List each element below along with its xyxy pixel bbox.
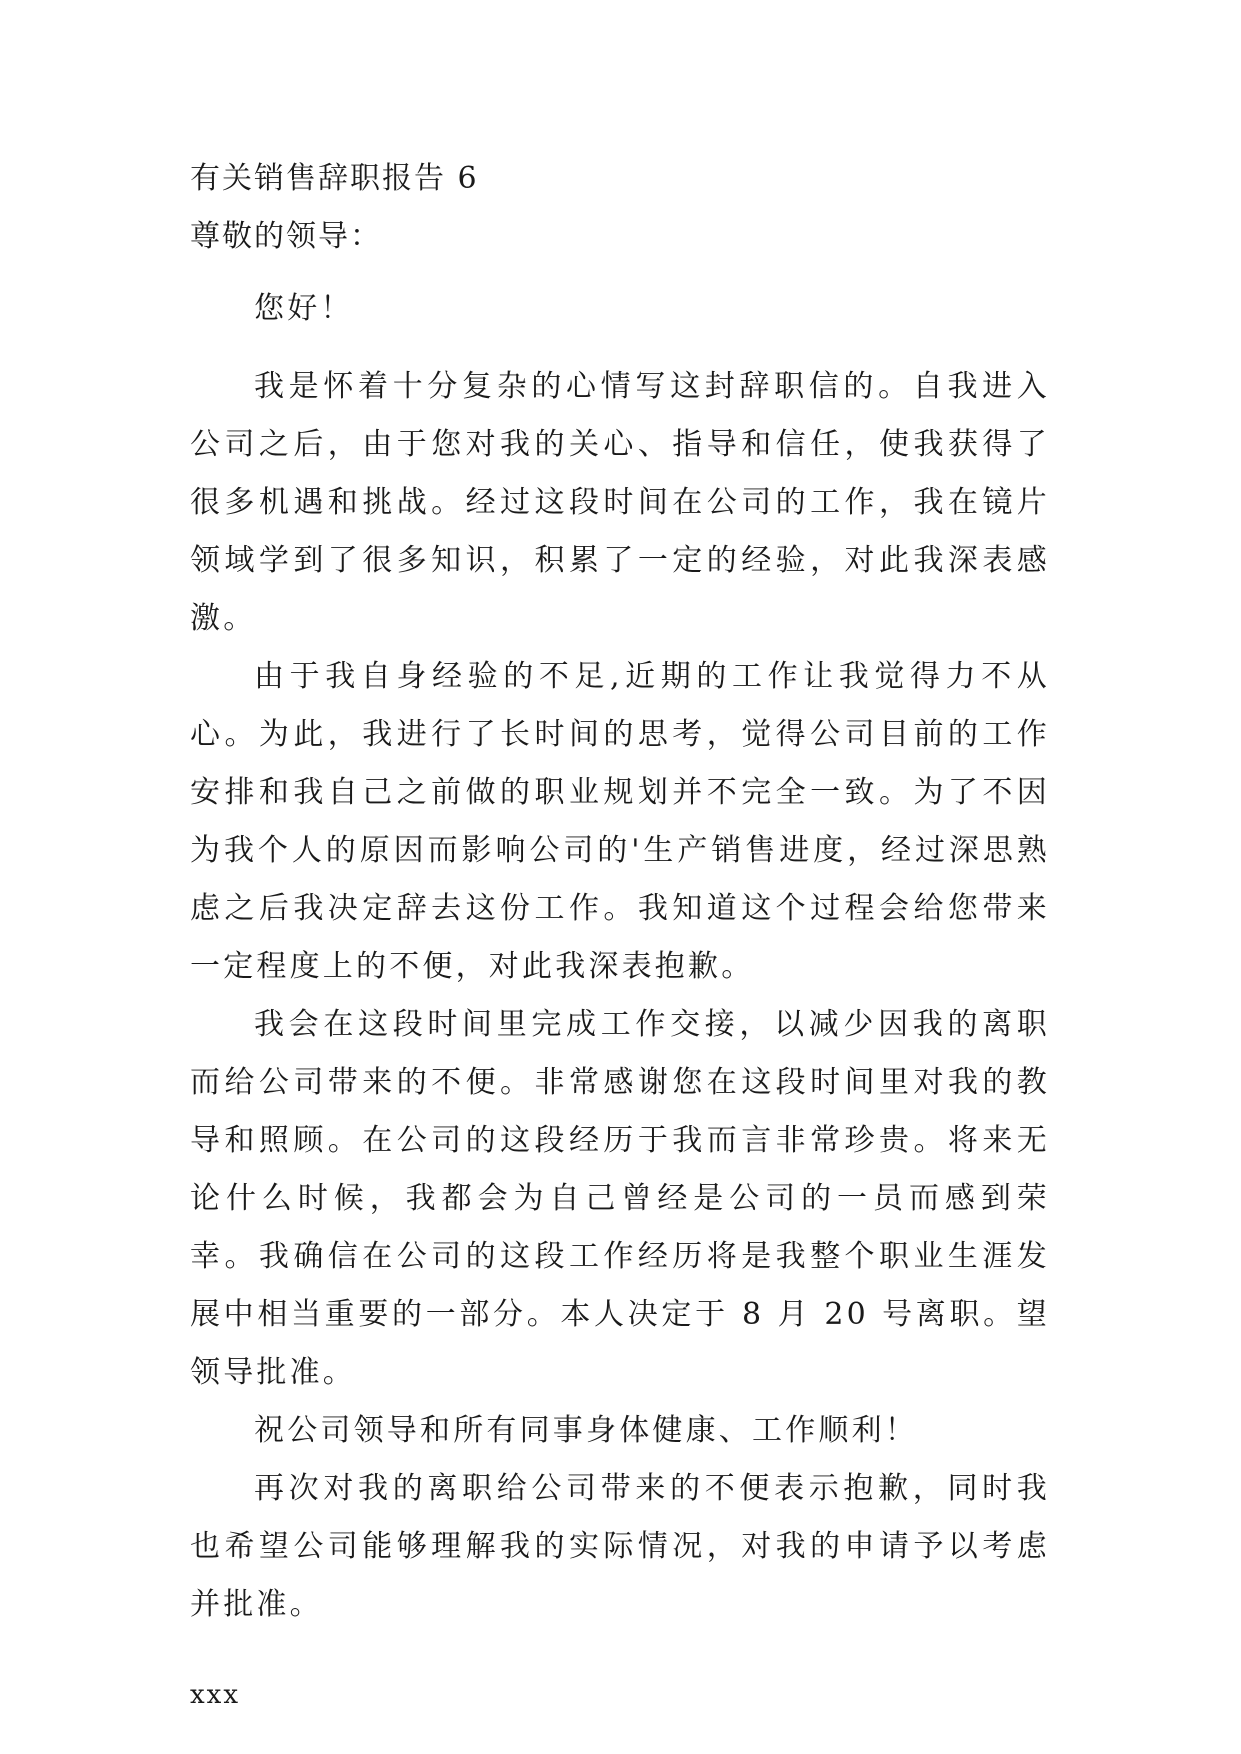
paragraph-3: 我会在这段时间里完成工作交接，以减少因我的离职而给公司带来的不便。非常感谢您在这段时间里对我的教导和照顾。在公司的这段经历于我而言非常珍贵。将来无论什么时候，我都会为自己曾经是公司的一员而感到荣幸。我确信在公司的这段工作经历将是我整个职业生涯发展中相当重要的一部分。本人决定于 8 月 20 号离职。望领导批准。 xyxy=(190,1007,1050,1390)
paragraph-4: 祝公司领导和所有同事身体健康、工作顺利！ xyxy=(254,1413,918,1448)
greeting: 您好！ xyxy=(254,291,354,326)
paragraph-1: 我是怀着十分复杂的心情写这封辞职信的。自我进入公司之后，由于您对我的关心、指导和信任，使我获得了很多机遇和挑战。经过这段时间在公司的工作，我在镜片领域学到了很多知识，积累了一定的经验，对此我深表感激。 xyxy=(190,369,1050,636)
paragraph-5: 再次对我的离职给公司带来的不便表示抱歉，同时我也希望公司能够理解我的实际情况，对我的申请予以考虑并批准。 xyxy=(190,1471,1050,1622)
paragraph-2: 由于我自身经验的不足,近期的工作让我觉得力不从心。为此，我进行了长时间的思考，觉得公司目前的工作安排和我自己之前做的职业规划并不完全一致。为了不因为我个人的原因而影响公司的'生产销售进度，经过深思熟虑之后我决定辞去这份工作。我知道这个过程会给您带来一定程度上的不便，对此我深表抱歉。 xyxy=(190,659,1050,984)
document-title: 有关销售辞职报告 6 xyxy=(190,161,479,196)
salutation: 尊敬的领导： xyxy=(190,219,382,254)
document-page xyxy=(190,160,1050,1714)
signature: xxx xyxy=(190,1680,240,1710)
